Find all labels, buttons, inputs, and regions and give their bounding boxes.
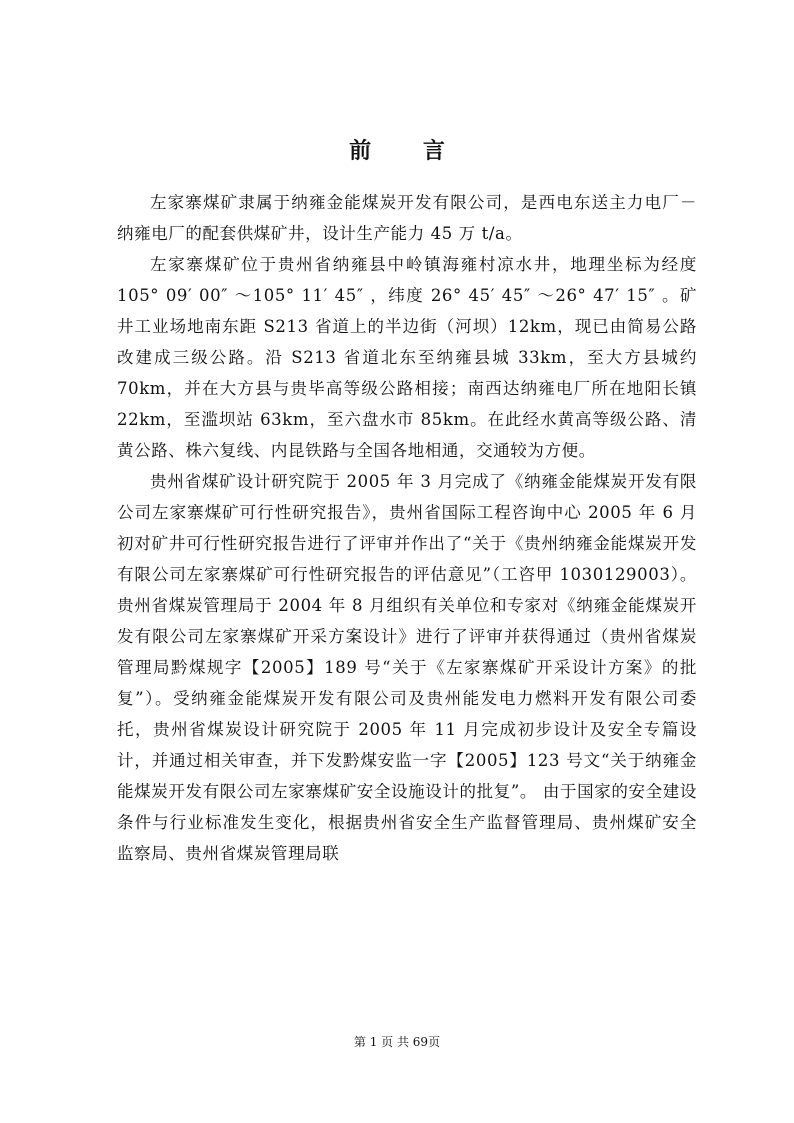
paragraph-2: 左家寨煤矿位于贵州省纳雍县中岭镇海雍村凉水井，地理坐标为经度 105° 09′ 00″ ～105° 11′ 45″ ，纬度 26° 45′ 45″ ～26° 47′ 15″ 。矿井工业场地南东距 S213 省道上的半边街（河坝）12km，现已由简易公路改建成三级公路。沿 S213 省道北东至纳雍县城 33km，至大方县城约 70km，并在大方县与贵毕高等级公路相接；南西达纳雍电厂所在地阳长镇 22km，至滥坝站 63km，至六盘水市 85km。在此经水黄高等级公路、清黄公路、株六复线、内昆铁路与全国各地相通，交通较为方便。 (117, 255, 697, 460)
paragraph-3: 贵州省煤矿设计研究院于 2005 年 3 月完成了《纳雍金能煤炭开发有限公司左家寨煤矿可行性研究报告》，贵州省国际工程咨询中心 2005 年 6 月初对矿井可行性研究报告进行了评审并作出了“关于《贵州纳雍金能煤炭开发有限公司左家寨煤矿可行性研究报告的评估意见”（工咨甲 1030129003）。贵州省煤炭管理局于 2004 年 8 月组织有关单位和专家对《纳雍金能煤炭开发有限公司左家寨煤矿开采方案设计》进行了评审并获得通过（贵州省煤炭管理局黔煤规字【2005】189 号“关于《左家寨煤矿开采设计方案》的批复”）。受纳雍金能煤炭开发有限公司及贵州能发电力燃料开发有限公司委托，贵州省煤炭设计研究院于 2005 年 11 月完成初步设计及安全专篇设计，并通过相关审查，并下发黔煤安监一字【2005】123 号文“关于纳雍金能煤炭开发有限公司左家寨煤矿安全设施设计的批复”。 由于国家的安全建设条件与行业标准发生变化，根据贵州省安全生产监督管理局、贵州煤矿安全监察局、贵州省煤炭管理局联 (117, 472, 697, 863)
body-text (117, 187, 697, 869)
paragraph-1: 左家寨煤矿隶属于纳雍金能煤炭开发有限公司，是西电东送主力电厂－纳雍电厂的配套供煤矿井，设计生产能力 45 万 t/a。 (117, 193, 697, 243)
page-number-footer: 第 1 页 共 69页 (353, 1035, 441, 1049)
page-title: 前 言 (349, 138, 467, 164)
